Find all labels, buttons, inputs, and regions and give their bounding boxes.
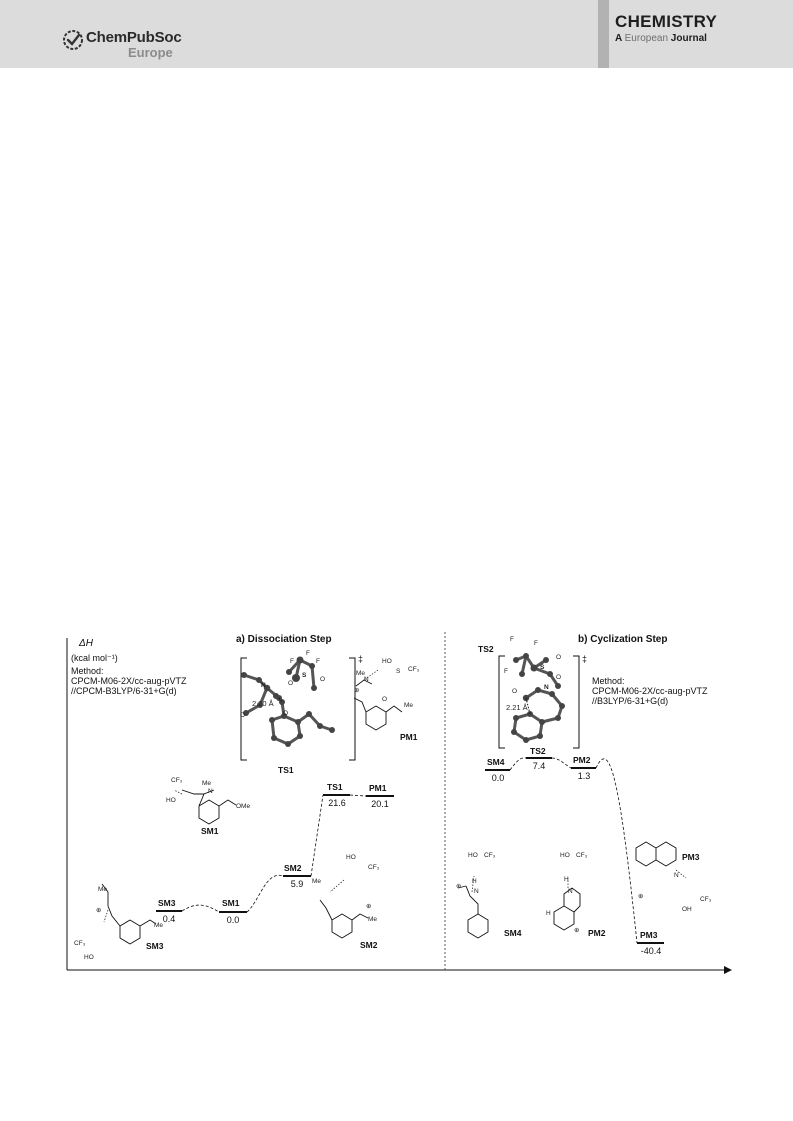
sm4-cf3: CF₃: [484, 852, 496, 859]
ts2-atom-o2: O: [556, 674, 562, 681]
ts2-atom-f2: F: [534, 640, 538, 647]
level-label-sm2: SM2: [284, 863, 302, 873]
level-energy-sm3: 0.4: [162, 914, 176, 924]
sm2-cf3: CF₃: [368, 864, 380, 871]
panel-b-method-line1: CPCM-M06-2X/cc-aug-pVTZ: [592, 686, 708, 696]
level-label-pm3: PM3: [640, 930, 658, 940]
connector-pm2-pm3: [596, 759, 637, 943]
pm3-plus: ⊕: [638, 893, 644, 900]
ts2-structure-label: TS2: [530, 746, 546, 756]
sm4-ho: HO: [468, 852, 478, 859]
panel-b-method-line2: //B3LYP/6-31+G(d): [592, 696, 669, 706]
publisher-logo: [62, 27, 202, 61]
journal-accent-bar: [598, 0, 609, 68]
pm1-structure-label: PM1: [400, 732, 418, 742]
ts2-dagger: ‡: [582, 654, 588, 664]
ts1-dagger: ‡: [358, 654, 364, 664]
sm1-ome: OMe: [236, 803, 251, 810]
ts1-atom-o1: O: [288, 680, 294, 687]
journal-sub-european: European: [624, 33, 669, 44]
journal-header: [0, 0, 793, 68]
ts1-atom-f2: F: [306, 650, 310, 657]
pm2-h2: H: [546, 910, 551, 917]
pm2-ho: HO: [560, 852, 570, 859]
pm3-structure-label: PM3: [682, 852, 700, 862]
ts2-atom-f3: F: [504, 668, 508, 675]
level-label-pm1: PM1: [369, 783, 387, 793]
panel-b-connectors: [510, 758, 637, 943]
panel-a-connectors: [182, 795, 366, 912]
x-axis-arrow-icon: [724, 966, 732, 974]
sm2-structure-label: SM2: [360, 940, 378, 950]
pm3-ring: [636, 842, 656, 866]
sm1-ho: HO: [166, 797, 176, 804]
panel-a-method-label: Method:: [71, 666, 104, 676]
energy-profile-figure: [64, 630, 732, 976]
sm2-me: Me: [312, 878, 322, 885]
connector-sm1-sm2: [247, 875, 283, 912]
ts1-distance: 2.20 Å: [252, 699, 274, 708]
level-energy-ts1: 21.6: [328, 798, 346, 808]
ts2-distance: 2.21 Å: [506, 703, 528, 712]
pm2-n: N: [568, 888, 573, 895]
level-energy-ts2: 7.4: [532, 761, 546, 771]
panel-a-title: a) Dissociation Step: [236, 634, 332, 645]
chempubsoc-emblem-icon: [62, 29, 84, 51]
sm2-ring: [332, 914, 352, 938]
pm1-cf3: CF₃: [408, 666, 420, 673]
sm4-plus: ⊕: [456, 883, 462, 890]
sm2-ho: HO: [346, 854, 356, 861]
journal-sub-journal: Journal: [668, 33, 707, 44]
ts1-structure-label: TS1: [278, 765, 294, 775]
sm2-plus: ⊕: [366, 903, 372, 910]
ts2-atom-o1: O: [556, 654, 562, 661]
y-axis-unit: (kcal mol⁻¹): [71, 653, 118, 663]
ts1-atom-s: S: [302, 672, 307, 679]
sm1-me: Me: [202, 780, 212, 787]
sm3-ring: [120, 920, 140, 944]
hbond-dashes: [104, 670, 686, 922]
ts1-atom-f1: F: [290, 658, 294, 665]
sm2-me2: Me: [368, 916, 378, 923]
level-label-pm2: PM2: [573, 755, 591, 765]
sm4-n: N: [474, 888, 479, 895]
sm4-ring: [468, 914, 488, 938]
ts2-structure: [514, 656, 562, 740]
sm3-plus: ⊕: [96, 907, 102, 914]
connector-sm3-sm1: [182, 905, 219, 912]
journal-title: CHEMISTRY: [615, 12, 718, 31]
pm2-plus: ⊕: [574, 927, 580, 934]
sm3-cf3: CF₃: [74, 940, 86, 947]
pm1-s: S: [396, 668, 401, 675]
panel-b-levels: [485, 758, 664, 943]
sm3-structure-label: SM3: [146, 941, 164, 951]
sm3-me2: Me: [154, 922, 164, 929]
sm4-structure-label: SM4: [504, 928, 522, 938]
publisher-name: ChemPubSoc: [86, 29, 182, 46]
journal-sub-a: A: [615, 33, 625, 44]
connector-ts2-pm2: [552, 758, 571, 768]
pm2-ring: [554, 906, 574, 930]
panel-b-title: b) Cyclization Step: [578, 634, 668, 645]
level-energy-pm2: 1.3: [577, 771, 591, 781]
ts2-atom-o3: O: [512, 688, 518, 695]
sm1-cf3: CF₃: [171, 777, 183, 784]
sm3-ho: HO: [84, 954, 94, 961]
ts1-atom-o3: O: [240, 712, 246, 719]
ts2-corner-label: TS2: [478, 644, 494, 654]
level-energy-sm2: 5.9: [290, 879, 304, 889]
connector-ts1-pm1: [350, 795, 366, 796]
panel-a-method-line2: //CPCM-B3LYP/6-31+G(d): [71, 686, 177, 696]
level-energy-pm3: -40.4: [640, 946, 662, 956]
ts2-atom-n: N: [544, 684, 549, 691]
ts1-atom-o4: O: [283, 710, 289, 717]
level-label-ts1: TS1: [327, 782, 343, 792]
sm1-ring: [199, 800, 219, 824]
pm1-plus: ⊕: [354, 687, 360, 694]
pm1-o: O: [382, 696, 388, 703]
ts1-atom-f3: F: [316, 658, 320, 665]
pm1-me2: Me: [404, 702, 414, 709]
sm1-n: N: [208, 788, 213, 795]
level-energy-sm1: 0.0: [226, 915, 240, 925]
sm1-structure-label: SM1: [201, 826, 219, 836]
sm4-h: H: [472, 878, 477, 885]
level-label-sm3: SM3: [158, 898, 176, 908]
panel-a-method-line1: CPCM-M06-2X/cc-aug-pVTZ: [71, 676, 187, 686]
ts1-atom-n: N: [261, 682, 266, 689]
skeletal-structures: [102, 680, 676, 944]
pm1-me: Me: [356, 670, 366, 677]
pm1-ring: [366, 706, 386, 730]
panel-b-method-label: Method:: [592, 676, 625, 686]
journal-subtitle: [615, 33, 707, 44]
panel-a-levels: [156, 795, 394, 912]
pm3-cf3: CF₃: [700, 896, 712, 903]
level-label-sm4: SM4: [487, 757, 505, 767]
ts1-atom-o2: O: [320, 676, 326, 683]
ts2-atom-s: S: [540, 664, 545, 671]
sm3-me: Me: [98, 886, 108, 893]
pm1-ho: HO: [382, 658, 392, 665]
level-label-sm1: SM1: [222, 898, 240, 908]
ts2-atom-f1: F: [510, 636, 514, 643]
pm1-n: N: [364, 676, 369, 683]
pm2-structure-label: PM2: [588, 928, 606, 938]
pm2-h: H: [564, 876, 569, 883]
pm2-cf3: CF₃: [576, 852, 588, 859]
pm3-n: N: [674, 872, 679, 879]
pm3-oh: OH: [682, 906, 692, 913]
y-axis-symbol: ΔH: [79, 638, 93, 649]
publisher-sub: Europe: [128, 45, 173, 60]
level-energy-pm1: 20.1: [371, 799, 389, 809]
level-energy-sm4: 0.0: [491, 773, 505, 783]
